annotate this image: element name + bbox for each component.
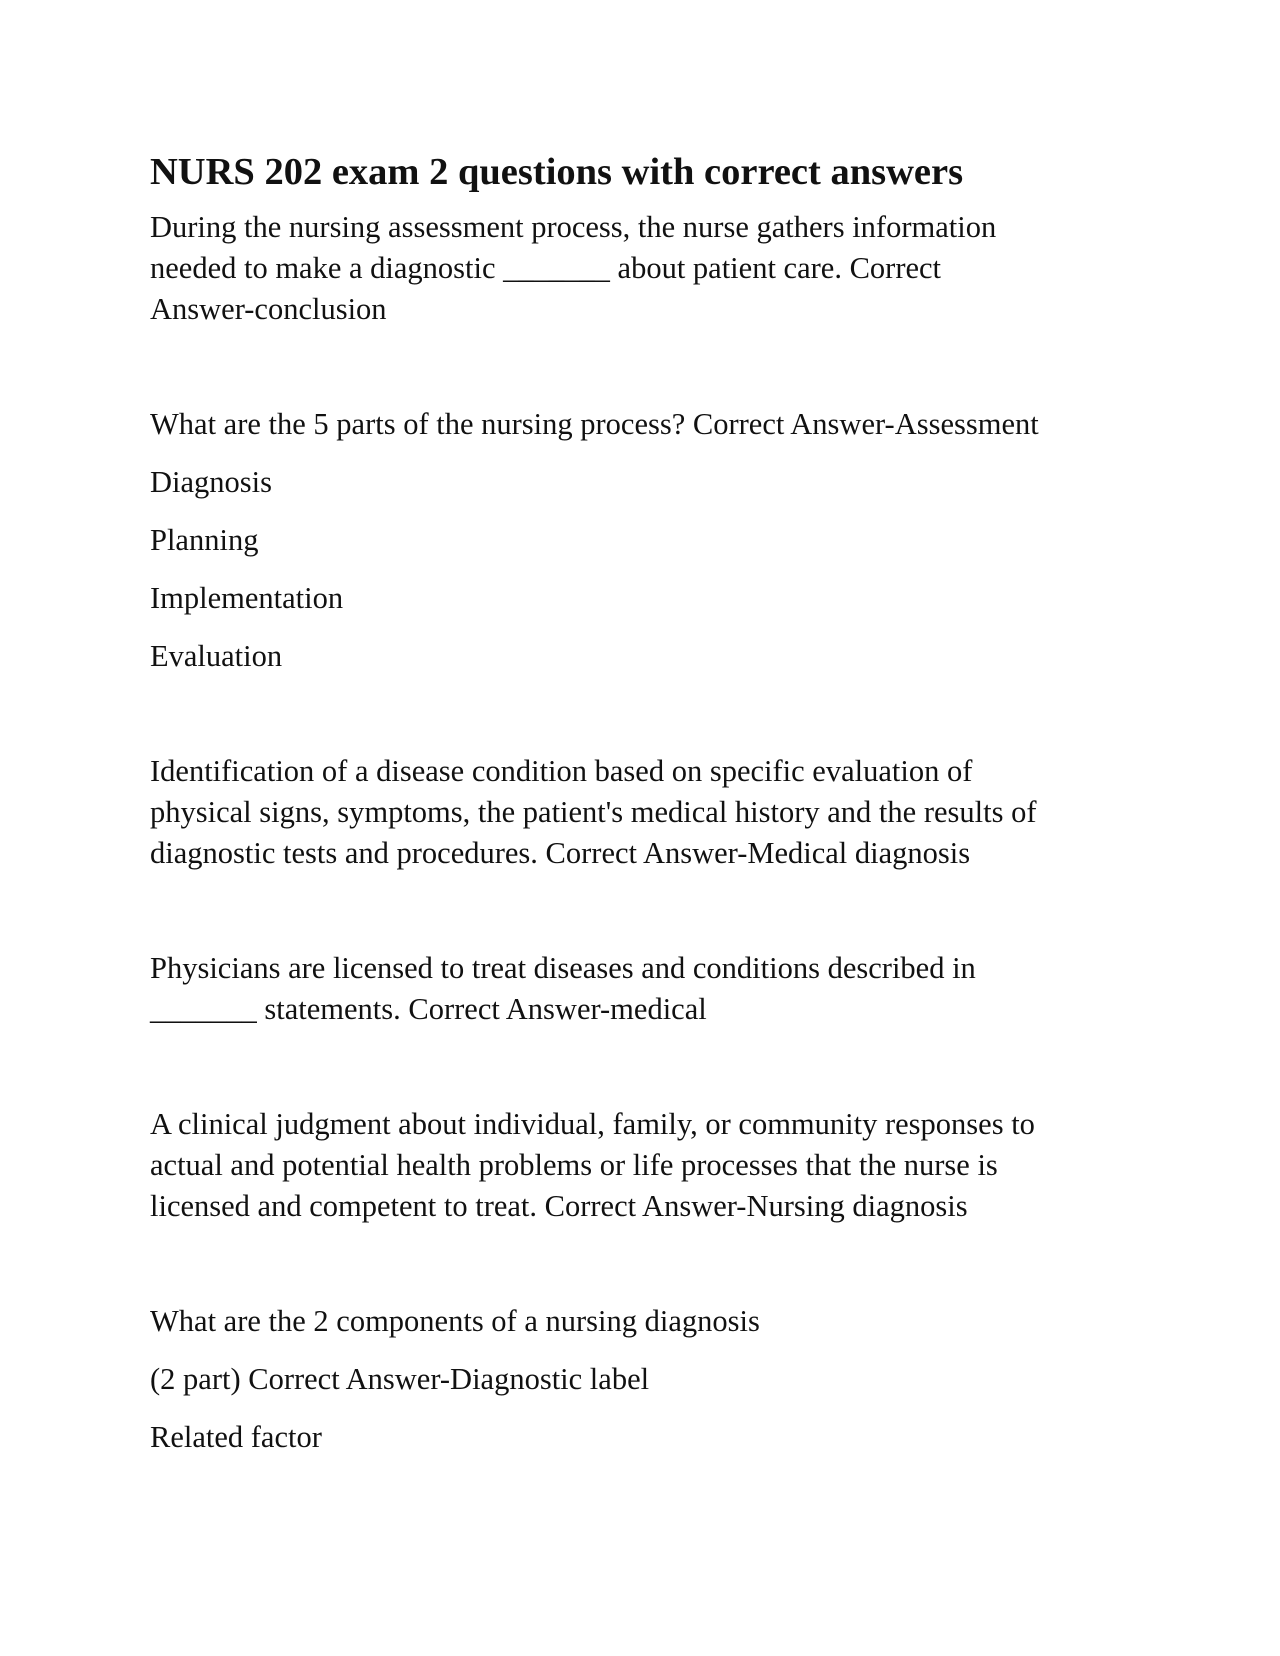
document-page bbox=[150, 148, 1150, 1458]
paragraph-components-question: What are the 2 components of a nursing diagnosis bbox=[150, 1304, 760, 1338]
paragraph-nursing-process-question: What are the 5 parts of the nursing process? Correct Answer-Assessment bbox=[150, 407, 1039, 441]
paragraph-clinical-judgment-question: A clinical judgment about individual, family, or community responses to actual and potential health problems or life processes that the nurse is licensed and competent to treat. Correct Answer-Nursing diagnosis bbox=[150, 1107, 1035, 1223]
paragraph-medical-diagnosis-question: Identification of a disease condition based on specific evaluation of physical signs, symptoms, the patient's medical history and the results of diagnostic tests and procedures. Correct Answer-Medical diagnosis bbox=[150, 754, 1037, 870]
paragraph-evaluation: Evaluation bbox=[150, 639, 283, 673]
paragraph-implementation: Implementation bbox=[150, 581, 344, 615]
paragraph-physicians-question: Physicians are licensed to treat diseases and conditions described in _______ statements. Correct Answer-medical bbox=[150, 951, 976, 1026]
paragraph-planning: Planning bbox=[150, 523, 259, 557]
paragraph-assessment-question: During the nursing assessment process, the nurse gathers information needed to make a diagnostic _______ about patient care. Correct Answer-conclusion bbox=[150, 210, 997, 326]
paragraph-diagnostic-label: (2 part) Correct Answer-Diagnostic label bbox=[150, 1362, 650, 1396]
document-title: NURS 202 exam 2 questions with correct answers bbox=[150, 151, 964, 193]
paragraph-diagnosis: Diagnosis bbox=[150, 465, 272, 499]
paragraph-related-factor: Related factor bbox=[150, 1420, 322, 1454]
